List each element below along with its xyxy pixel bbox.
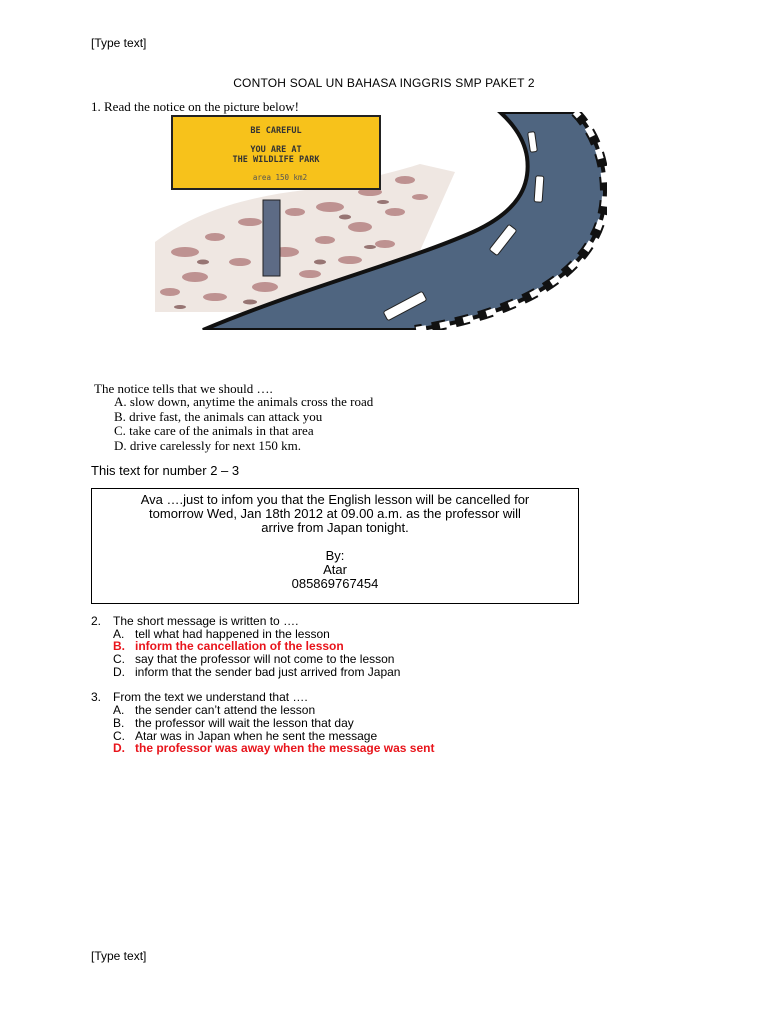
question-1-prompt: 1. Read the notice on the picture below! — [91, 99, 299, 114]
option-text: Atar was in Japan when he sent the message — [135, 729, 378, 743]
message-line-2: tomorrow Wed, Jan 18th 2012 at 09.00 a.m. as the professor will — [149, 506, 521, 521]
question-3-stem: From the text we understand that …. — [113, 690, 308, 704]
option-text: tell what had happened in the lesson — [135, 627, 330, 641]
wildlife-park-notice-illustration — [155, 112, 607, 330]
question-1-option-b: B. drive fast, the animals can attack you — [114, 408, 323, 424]
question-1-option-a: A. slow down, anytime the animals cross the road — [114, 394, 374, 409]
message-by: By: — [325, 548, 345, 563]
page-title: CONTOH SOAL UN BAHASA INGGRIS SMP PAKET 2 — [233, 76, 535, 90]
sign-line-1: BE CAREFUL — [250, 126, 302, 136]
question-3-option-d-answer — [113, 742, 713, 755]
option-letter: C. — [113, 729, 125, 743]
question-1-options — [114, 395, 373, 453]
question-2-option-d — [113, 666, 713, 679]
sign-line-2: YOU ARE AT — [250, 145, 302, 155]
short-message-box — [91, 488, 579, 604]
option-text: inform the cancellation of the lesson — [135, 639, 344, 653]
question-2-number: 2. — [91, 614, 102, 628]
option-text: the professor will wait the lesson that day — [135, 716, 354, 730]
option-text: say that the professor will not come to the lesson — [135, 652, 395, 666]
page-footer: [Type text] — [91, 949, 147, 963]
option-letter: C. — [113, 652, 125, 666]
question-2-stem: The short message is written to …. — [113, 614, 299, 628]
question-1-option-d: D. drive carelessly for next 150 km. — [114, 437, 302, 453]
message-sender-name: Atar — [323, 562, 347, 577]
option-letter: D. — [113, 665, 125, 679]
option-text: inform that the sender bad just arrived from Japan — [135, 665, 401, 679]
option-text: the professor was away when the message was sent — [135, 741, 435, 755]
option-letter: A. — [113, 627, 125, 641]
question-1-option-c: C. take care of the animals in that area — [114, 423, 314, 438]
option-letter: B. — [113, 639, 125, 653]
page-header: [Type text] — [91, 36, 147, 50]
road-sign-image — [155, 112, 607, 330]
message-phone: 085869767454 — [291, 576, 379, 591]
option-letter: A. — [113, 703, 125, 717]
option-letter: B. — [113, 716, 125, 730]
message-line-3: arrive from Japan tonight. — [261, 520, 409, 535]
option-text: the sender can’t attend the lesson — [135, 703, 316, 717]
sign-line-3: THE WILDLIFE PARK — [232, 155, 320, 165]
question-3-number: 3. — [91, 690, 102, 704]
sign-line-4: area 150 km2 — [252, 173, 308, 182]
option-letter: D. — [113, 741, 125, 755]
message-line-1: Ava ….just to infom you that the English lesson will be cancelled for — [140, 492, 530, 507]
question-1-stem: The notice tells that we should …. — [94, 381, 273, 396]
reading-text-intro: This text for number 2 – 3 — [91, 463, 240, 478]
